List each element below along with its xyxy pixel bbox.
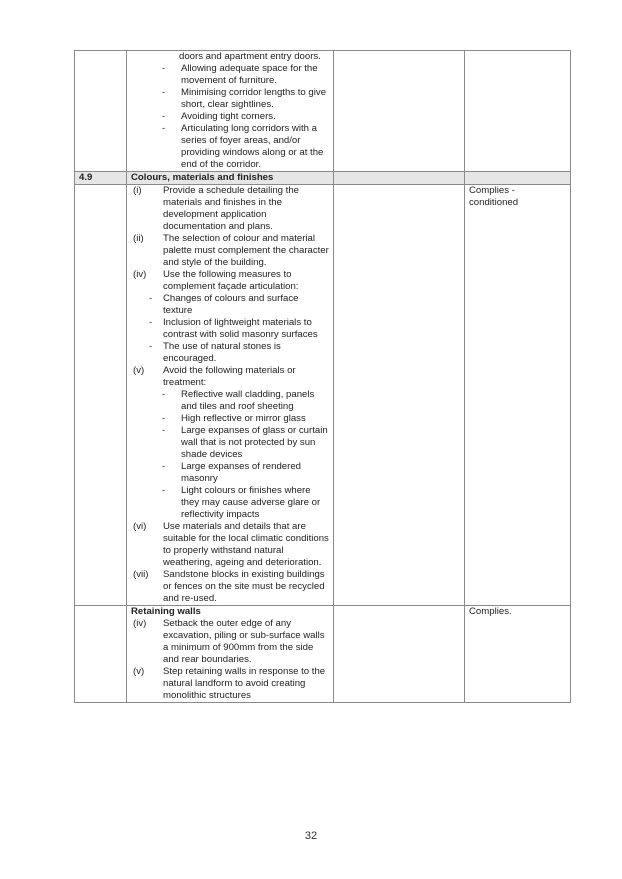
section-title: Colours, materials and finishes (127, 172, 334, 185)
item-label: (vi) (133, 521, 147, 532)
table-row (75, 606, 571, 703)
bullet-item: - High reflective or mirror glass (131, 413, 329, 425)
list-item (131, 185, 329, 233)
list-item (131, 521, 329, 569)
bullet-text: Light colours or finishes where they may cause adverse glare or reflectivity impacts (181, 485, 321, 520)
list-item (131, 666, 329, 702)
item-label: (ii) (133, 233, 144, 244)
bullet-text: Articulating long corridors with a series of foyer areas, and/or providing windows along or at the end of the corridor. (181, 123, 324, 170)
bullet-item: - Large expanses of glass or curtain wall that is not protected by sun shade devices (162, 425, 328, 460)
section-number: 4.9 (75, 172, 127, 185)
list-item (131, 365, 329, 389)
item-label: (v) (133, 365, 145, 376)
table-row (75, 51, 571, 172)
bullet-text: The use of natural stones is encouraged. (163, 341, 281, 364)
section-number-cell (75, 606, 127, 703)
bullet-text: Avoiding tight corners. (181, 111, 276, 122)
item-text: Avoid the following materials or treatment: (163, 365, 296, 388)
bullet-text: Changes of colours and surface texture (163, 293, 299, 316)
bullet-item (131, 51, 329, 63)
bullet-text: doors and apartment entry doors. (179, 51, 321, 62)
item-text: Use the following measures to complement façade articulation: (163, 269, 299, 292)
bullet-item: - Minimising corridor lengths to give short, clear sightlines. (131, 87, 329, 111)
bullet-text: Reflective wall cladding, panels and tiles and roof sheeting (181, 389, 315, 412)
bullet-item: - Large expanses of rendered masonry (131, 461, 329, 485)
bullet-item: - Allowing adequate space for the movement of furniture. (131, 63, 329, 87)
bullet-item: - Light colours or finishes where they may cause adverse glare or reflectivity impacts (131, 485, 329, 521)
bullet-text: Minimising corridor lengths to give short, clear sightlines. (181, 87, 327, 110)
section-number-cell (75, 51, 127, 172)
section-header-row (75, 172, 571, 185)
list-item (131, 569, 329, 605)
item-text: Use materials and details that are suitable for the local climatic conditions to properly withstand natural weathering, ageing and deterioration. (163, 521, 329, 568)
bullet-item: - Avoiding tight corners. (131, 111, 329, 123)
bullet-text: Large expanses of glass or curtain wall that is not protected by sun shade devices (181, 425, 328, 460)
item-label: (i) (133, 185, 142, 196)
bullet-item: - Changes of colours and surface texture (131, 293, 329, 317)
item-label: (v) (133, 666, 145, 677)
bullet-text: Allowing adequate space for the movement of furniture. (181, 63, 318, 86)
bullet-item: - Inclusion of lightweight materials to contrast with solid masonry surfaces (131, 317, 329, 341)
item-text: Provide a schedule detailing the materials and finishes in the development application documentation and plans. (163, 185, 300, 232)
bullet-text: Large expanses of rendered masonry (181, 461, 302, 484)
compliance-status: Complies. (465, 606, 571, 703)
bullet-item: - The use of natural stones is encouraged. (131, 341, 329, 365)
control-cell (127, 185, 334, 606)
bullet-text: High reflective or mirror glass (181, 413, 306, 424)
bullet-item: - Reflective wall cladding, panels and tiles and roof sheeting (131, 389, 329, 413)
retaining-walls-heading: Retaining walls (131, 606, 201, 617)
comment-cell (334, 606, 465, 703)
item-label: (vii) (133, 569, 149, 580)
compliance-table (74, 50, 571, 703)
section-number-cell (75, 185, 127, 606)
item-label: (iv) (133, 618, 147, 629)
list-item (131, 269, 329, 293)
item-text: Sandstone blocks in existing buildings or fences on the site must be recycled and re-used. (163, 569, 325, 604)
item-text: Setback the outer edge of any excavation, piling or sub-surface walls a minimum of 900mm from the side and rear boundaries. (163, 618, 325, 665)
control-cell (127, 51, 334, 172)
comment-cell (334, 185, 465, 606)
item-label: (iv) (133, 269, 147, 280)
compliance-cell (465, 51, 571, 172)
bullet-item: - Articulating long corridors with a series of foyer areas, and/or providing windows along or at the end of the corridor. (131, 123, 329, 171)
item-text: The selection of colour and material palette must complement the character and style of the building. (163, 233, 329, 268)
list-item (131, 233, 329, 269)
table-row (75, 185, 571, 606)
control-cell (127, 606, 334, 703)
bullet-text: Inclusion of lightweight materials to contrast with solid masonry surfaces (163, 317, 318, 340)
item-text: Step retaining walls in response to the natural landform to avoid creating monolithic structures (163, 666, 326, 701)
page-number: 32 (304, 830, 318, 842)
comment-cell (334, 51, 465, 172)
list-item (131, 618, 329, 666)
compliance-status: Complies - conditioned (465, 185, 571, 606)
